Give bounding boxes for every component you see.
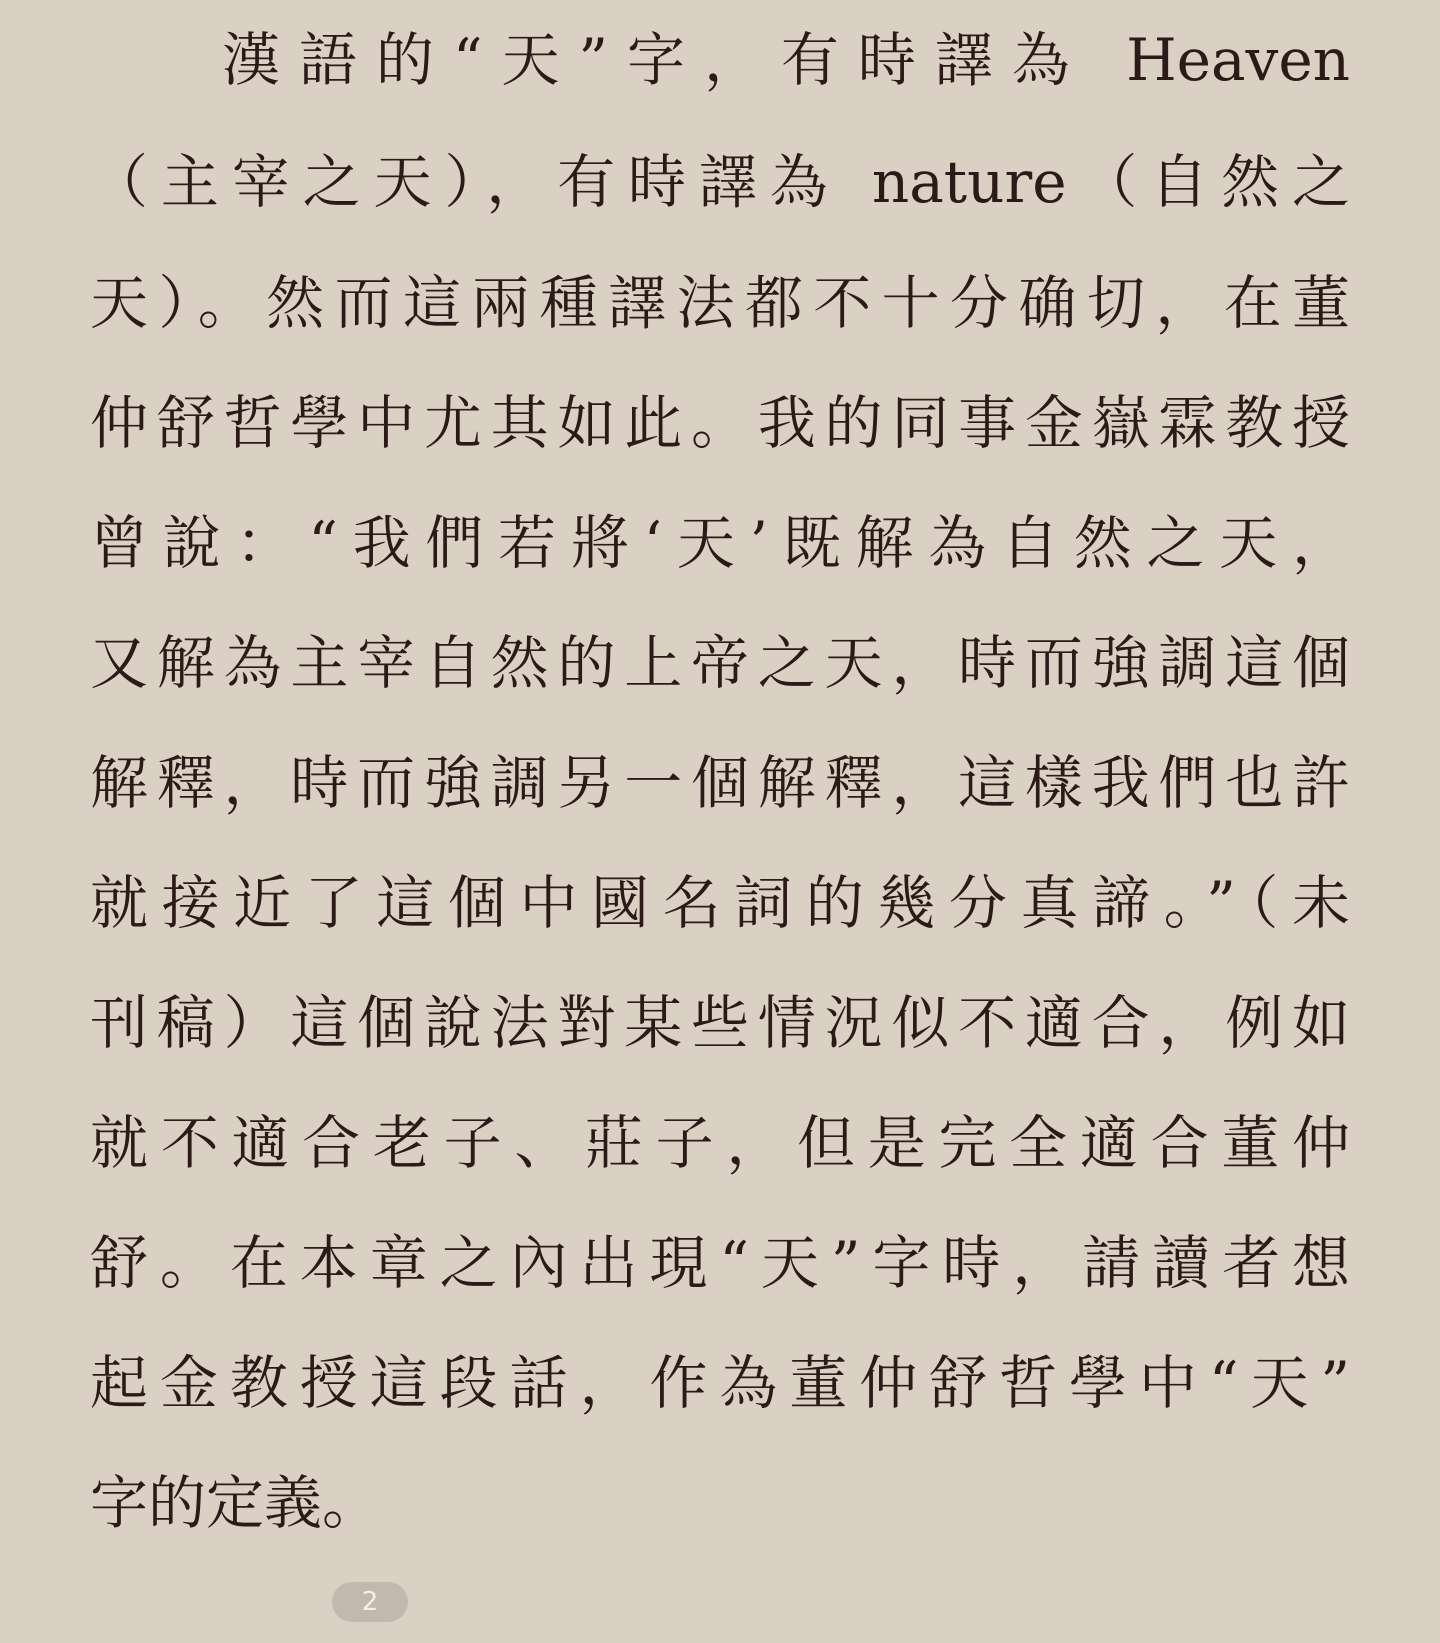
document-page (90, 0, 1350, 1643)
text-line-3: 天）。然而這兩種譯法都不十分确切，在董 (90, 269, 1350, 337)
text-line-7: 解釋，時而強調另一個解釋，這樣我們也許 (90, 749, 1350, 817)
text-line-2: （主宰之天），有時譯為 nature（自然之 (90, 148, 1350, 216)
text-line-11: 舒。在本章之內出現“天”字時，請讀者想 (90, 1229, 1350, 1297)
text-line-4: 仲舒哲學中尤其如此。我的同事金嶽霖教授 (90, 389, 1350, 457)
text-line-1: 漢語的“天”字，有時譯為 Heaven (222, 26, 1350, 94)
page-number-badge: 2 (332, 1582, 408, 1622)
text-line-8: 就接近了這個中國名詞的幾分真諦。”（未 (90, 869, 1350, 937)
text-line-13: 字的定義。 (90, 1469, 381, 1537)
text-line-10: 就不適合老子、莊子，但是完全適合董仲 (90, 1109, 1350, 1177)
text-line-6: 又解為主宰自然的上帝之天，時而強調這個 (90, 629, 1350, 697)
text-line-12: 起金教授這段話，作為董仲舒哲學中“天” (90, 1349, 1350, 1417)
text-line-5: 曾說：“我們若將‘天’既解為自然之天， (90, 509, 1350, 577)
text-line-9: 刊稿）這個說法對某些情況似不適合，例如 (90, 989, 1350, 1057)
